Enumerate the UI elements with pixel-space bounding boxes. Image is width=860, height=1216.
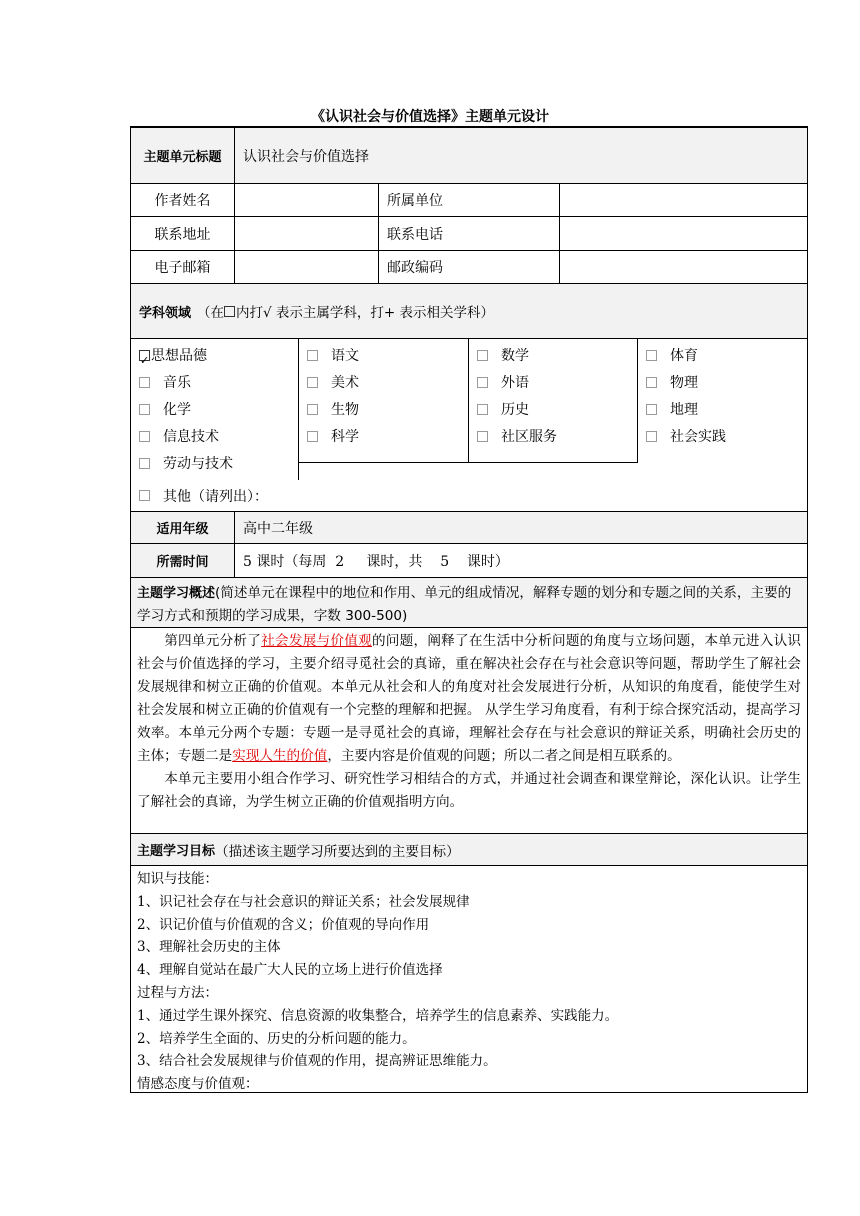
goals-header bbox=[131, 834, 807, 865]
time-row bbox=[131, 544, 807, 578]
link-social-development[interactable]: 社会发展与价值观 bbox=[261, 633, 372, 649]
overview-paragraph-2: 本单元主要用小组合作学习、研究性学习相结合的方式，并通过社会调查和课堂辩论，深化认识。让学生了解社会的真谛，为学生树立正确的价值观指明方向。 bbox=[137, 771, 801, 810]
checkbox-icon[interactable] bbox=[477, 431, 488, 442]
subject-item[interactable]: 物理 bbox=[646, 370, 807, 397]
goal-line: 过程与方法： bbox=[137, 984, 218, 1001]
subject-area-row bbox=[131, 284, 807, 339]
goal-line: 3、理解社会历史的主体 bbox=[137, 939, 281, 956]
checkbox-icon[interactable] bbox=[477, 404, 488, 415]
overview-label: 主题学习概述 bbox=[137, 586, 216, 601]
subject-item[interactable]: 生物 bbox=[307, 397, 468, 424]
link-life-value[interactable]: 实现人生的价值 bbox=[232, 748, 328, 764]
checkbox-icon[interactable] bbox=[139, 490, 150, 501]
goal-line: 情感态度与价值观： bbox=[137, 1076, 259, 1093]
checkbox-icon[interactable] bbox=[477, 350, 488, 361]
time-label: 所需时间 bbox=[131, 544, 235, 577]
unit-design-table bbox=[130, 126, 808, 1093]
subject-item[interactable]: 社区服务 bbox=[477, 424, 637, 451]
checkbox-icon[interactable] bbox=[139, 431, 150, 442]
unit-title-label: 主题单元标题 bbox=[131, 128, 235, 183]
subject-area-note-post: 内打√ 表示主属学科，打+ 表示相关学科） bbox=[236, 305, 495, 321]
checkbox-icon[interactable] bbox=[307, 350, 318, 361]
subject-item[interactable]: 美术 bbox=[307, 370, 468, 397]
goals-body-row bbox=[131, 866, 807, 1092]
subject-item[interactable]: 外语 bbox=[477, 370, 637, 397]
email-label: 电子邮箱 bbox=[131, 251, 235, 283]
goals-header-row bbox=[131, 834, 807, 866]
zip-label: 邮政编码 bbox=[379, 251, 560, 283]
overview-body-row bbox=[131, 628, 807, 834]
subject-item[interactable]: 体育 bbox=[646, 343, 807, 370]
unit-title-row bbox=[131, 128, 807, 184]
author-field[interactable] bbox=[235, 184, 379, 216]
subject-area-note-pre: （在 bbox=[197, 305, 225, 321]
address-label: 联系地址 bbox=[131, 217, 235, 250]
subject-other-row[interactable] bbox=[131, 480, 807, 512]
subject-item[interactable]: 地理 bbox=[646, 397, 807, 424]
checkbox-checked-icon[interactable] bbox=[139, 350, 150, 361]
checkbox-icon[interactable] bbox=[646, 350, 657, 361]
goal-line: 1、识记社会存在与社会意识的辩证关系；社会发展规律 bbox=[137, 893, 470, 910]
unit-org-label: 所属单位 bbox=[379, 184, 560, 216]
subject-item[interactable]: 社会实践 bbox=[646, 424, 807, 451]
subject-item[interactable]: 科学 bbox=[307, 424, 468, 451]
subjects-columns bbox=[131, 339, 807, 480]
subject-col-3 bbox=[469, 339, 638, 463]
goal-line: 3、结合社会发展规律与价值观的作用，提高辨证思维能力。 bbox=[137, 1053, 497, 1070]
subject-item[interactable]: ✓思想品德 bbox=[139, 343, 298, 370]
email-field[interactable] bbox=[235, 251, 379, 283]
unit-title-value[interactable]: 认识社会与价值选择 bbox=[235, 128, 807, 183]
grade-row bbox=[131, 512, 807, 544]
subject-item[interactable]: 化学 bbox=[139, 397, 298, 424]
overview-header-row bbox=[131, 578, 807, 628]
goal-line: 知识与技能： bbox=[137, 871, 218, 887]
time-value[interactable]: 5 课时（每周 2 课时，共 5 课时） bbox=[243, 553, 509, 570]
overview-paragraph-1: 第四单元分析了社会发展与价值观的问题，阐释了在生活中分析问题的角度与立场问题，本单元进入认识社会与价值选择的学习，主要介绍寻觅社会的真谛，重在解决社会存在与社会意识等问题，帮助学生了解社会发展规律和树立正确的价值观。本单元从社会和人的角度对社会发展进行分析，从知识的角度看，能使学生对社会发展和树立正确的价值观有一个完整的理解和把握。 从学生学习角度看，有利于综合探究活动，提高学习效率。本单元分两个专题：专题一是寻觅社会的真谛，理解社会存在与社会意识的辩证关系，明确社会历史的主体；专题二是实现人生的价值，主要内容是价值观的问题；所以二者之间是相互联系的。 bbox=[137, 633, 802, 764]
address-row bbox=[131, 217, 807, 251]
subject-item[interactable]: 劳动与技术 bbox=[139, 451, 298, 478]
grade-value[interactable]: 高中二年级 bbox=[235, 512, 807, 543]
goals-body[interactable] bbox=[131, 866, 624, 1092]
author-row bbox=[131, 184, 807, 217]
goal-line: 2、培养学生全面的、历史的分析问题的能力。 bbox=[137, 1030, 416, 1047]
document-title: 《认识社会与价值选择》主题单元设计 bbox=[311, 109, 549, 125]
checkbox-icon[interactable] bbox=[139, 377, 150, 388]
goal-line: 2、识记价值与价值观的含义；价值观的导向作用 bbox=[137, 916, 430, 933]
checkbox-icon[interactable] bbox=[307, 377, 318, 388]
checkbox-icon[interactable] bbox=[477, 377, 488, 388]
phone-label: 联系电话 bbox=[379, 217, 560, 250]
subject-area-header bbox=[131, 284, 807, 338]
goal-line: 1、通过学生课外探究、信息资源的收集整合，培养学生的信息素养、实践能力。 bbox=[137, 1007, 619, 1024]
subject-col-2 bbox=[299, 339, 469, 463]
checkbox-icon[interactable] bbox=[646, 431, 657, 442]
checkbox-icon[interactable] bbox=[139, 458, 150, 469]
subject-item[interactable]: 语文 bbox=[307, 343, 468, 370]
address-field[interactable] bbox=[235, 217, 379, 250]
subjects-grid bbox=[131, 339, 807, 512]
subject-item[interactable]: 历史 bbox=[477, 397, 637, 424]
grade-label: 适用年级 bbox=[131, 512, 235, 543]
goals-desc: （描述该主题学习所要达到的主要目标） bbox=[215, 843, 460, 860]
checkbox-icon[interactable] bbox=[646, 404, 657, 415]
subject-other-label: 其他（请列出）： bbox=[163, 488, 268, 505]
phone-field[interactable] bbox=[560, 217, 807, 250]
subject-item[interactable]: 信息技术 bbox=[139, 424, 298, 451]
email-row bbox=[131, 251, 807, 284]
checkbox-icon[interactable] bbox=[307, 404, 318, 415]
unit-org-field[interactable] bbox=[560, 184, 807, 216]
subject-item[interactable]: 数学 bbox=[477, 343, 637, 370]
zip-field[interactable] bbox=[560, 251, 807, 283]
checkbox-icon[interactable] bbox=[139, 404, 150, 415]
checkbox-icon[interactable] bbox=[307, 431, 318, 442]
overview-body[interactable] bbox=[131, 628, 807, 833]
subject-col-4 bbox=[638, 339, 807, 463]
subject-area-label: 学科领域 bbox=[139, 305, 192, 321]
checkbox-icon[interactable] bbox=[646, 377, 657, 388]
subject-item[interactable]: 音乐 bbox=[139, 370, 298, 397]
goals-label: 主题学习目标 bbox=[137, 844, 216, 859]
subject-col-1 bbox=[131, 339, 299, 480]
overview-desc: (简述单元在课程中的地位和作用、单元的组成情况，解释专题的划分和专题之间的关系，主要的学习方式和预期的学习成果，字数 300-500) bbox=[137, 585, 792, 624]
overview-header bbox=[131, 578, 807, 627]
goal-line: 4、理解自觉站在最广大人民的立场上进行价值选择 bbox=[137, 962, 443, 979]
checkbox-legend-icon bbox=[224, 306, 235, 317]
author-label: 作者姓名 bbox=[131, 184, 235, 216]
